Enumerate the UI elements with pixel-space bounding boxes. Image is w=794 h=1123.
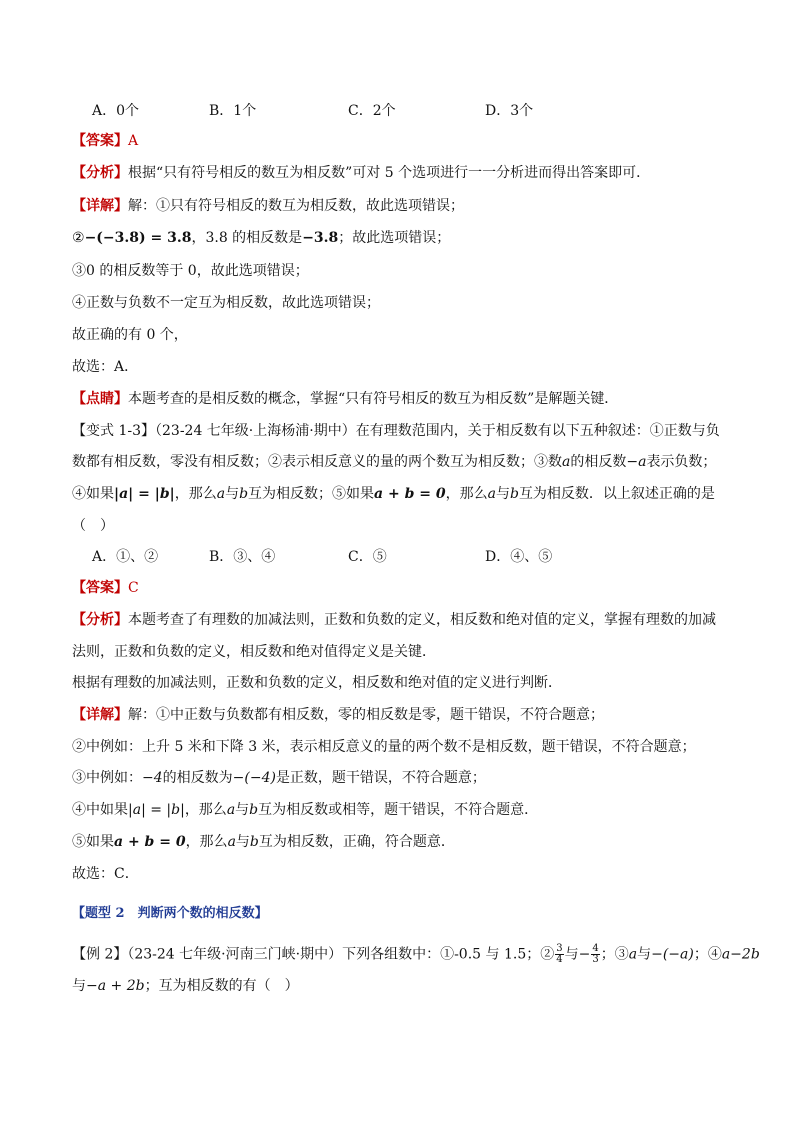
var-b: b — [509, 486, 519, 502]
answer-tag: 【答案】 — [72, 580, 128, 596]
variant-text-2a: 数都有相反数，零没有相反数；②表示相反意义的量的两个数互为相反数；③数 — [72, 454, 562, 470]
frac-num: 3 — [556, 943, 563, 954]
fraction-four-thirds — [591, 944, 599, 965]
variant-final: 故选：C． — [72, 866, 139, 882]
detail-3b: 的相反数为 — [162, 770, 233, 786]
variant-text-3c: 与 — [225, 486, 240, 502]
variant-paren: （ ） — [72, 518, 114, 534]
detail-text-2-end: ；故此选项错误； — [338, 230, 451, 246]
analysis-line — [72, 163, 732, 183]
variant-text-3f: 互为相反数．以上叙述正确的是 — [518, 486, 715, 502]
detail-line-5: 故正确的有 0 个， — [72, 327, 188, 343]
detail-text-1: 解：①中正数与负数都有相反数，零的相反数是零，题干错误，不符合题意； — [128, 707, 604, 723]
item-marker: ② — [72, 230, 85, 246]
frac-num: 4 — [592, 943, 599, 954]
fraction-three-quarters — [555, 944, 563, 965]
example-mid: 与 — [564, 946, 579, 963]
expr-a-minus-2b: a−2b — [721, 946, 760, 963]
detail-5d: 互为相反数，正确，符合题意． — [258, 834, 455, 850]
option-b[interactable]: B．③、④ — [209, 549, 276, 565]
detail-tag: 【详解】 — [72, 707, 128, 723]
section-title — [72, 904, 732, 924]
var-b: b — [239, 486, 249, 502]
detail-tag: 【详解】 — [72, 198, 128, 214]
variant-text-3a: ④如果 — [72, 486, 114, 502]
var-a: a — [216, 486, 226, 502]
abs-eq: |a| = |b| — [128, 802, 185, 818]
detail-line-6: 故选：A． — [72, 359, 139, 375]
variant-line-3 — [72, 484, 732, 504]
example-text-4: ；④ — [693, 946, 722, 963]
detail-4b: ，那么 — [184, 802, 227, 818]
answer-value: C — [128, 580, 139, 596]
example-line-1 — [72, 943, 760, 965]
example-text-1: 下列各组数中：①-0.5 与 1.5；② — [342, 946, 555, 963]
detail-5a: ⑤如果 — [72, 834, 114, 850]
variant-analysis-line-2: 法则，正数和负数的定义，相反数和绝对值得定义是关键． — [72, 644, 436, 660]
variant-tag: 【变式 1-3】 — [72, 423, 155, 439]
detail-line-3: ③0 的相反数等于 0，故此选项错误； — [72, 263, 309, 279]
detail-4c: 与 — [235, 802, 250, 818]
variant-text-3b: ，那么 — [174, 486, 217, 502]
variant-detail-line-5 — [72, 832, 732, 852]
example-text-3: 与 — [637, 946, 652, 963]
variant-analysis-line-1 — [72, 610, 732, 630]
neg-a: −a — [626, 454, 647, 470]
detail-text-2: 3.8 的相反数是 — [205, 230, 303, 246]
detail-3a: ③中例如： — [72, 770, 142, 786]
variant-text-3d: 互为相反数；⑤如果 — [248, 486, 375, 502]
separator: ， — [191, 230, 206, 246]
variant-text-3c: 与 — [495, 486, 510, 502]
analysis-tag: 【分析】 — [72, 165, 128, 181]
answer-tag: 【答案】 — [72, 133, 128, 149]
variant-answer-line — [72, 578, 732, 598]
variant-text-2b: 的相反数 — [570, 454, 627, 470]
option-d[interactable]: D．④、⑤ — [485, 549, 553, 565]
detail-4a: ④中如果 — [72, 802, 128, 818]
frac-den: 4 — [556, 954, 563, 965]
analysis-tag: 【分析】 — [72, 612, 128, 628]
neg-neg-four: −(−4) — [232, 770, 276, 786]
variant-detail-line-2: ②中例如：上升 5 米和下降 3 米，表示相反意义的量的两个数不是相反数，题干错误，不符合题意； — [72, 739, 696, 755]
example-text-6: ；互为相反数的有（ ） — [144, 978, 299, 994]
detail-4d: 互为相反数或相等，题干错误，不符合题意． — [258, 802, 539, 818]
variant-source: （23-24 七年级·上海杨浦·期中） — [155, 423, 356, 439]
option-b[interactable]: B．1个 — [209, 103, 257, 119]
var-b: b — [249, 802, 259, 818]
var-a: a — [487, 486, 496, 502]
comment-line — [72, 389, 732, 409]
variant-text-3e: ，那么 — [445, 486, 488, 502]
section-title-text: 【题型 2 判断两个数的相反数】 — [72, 906, 268, 921]
detail-text-1: 解：①只有符号相反的数互为相反数，故此选项错误； — [128, 198, 464, 214]
variant-detail-line-4 — [72, 800, 732, 820]
answer-value: A — [128, 133, 139, 149]
detail-5c: 与 — [235, 834, 250, 850]
example-line-2 — [72, 976, 732, 996]
neg-four: −4 — [142, 770, 163, 786]
abs-eq: |a| = |b| — [114, 486, 175, 502]
example-source: （23-24 七年级·河南三门峡·期中） — [127, 946, 343, 963]
option-a[interactable]: A．0个 — [92, 103, 140, 119]
var-a: a — [227, 834, 236, 850]
sum-eq: a + b = 0 — [114, 834, 186, 850]
option-c[interactable]: C．2个 — [348, 103, 396, 119]
example-text-2: ；③ — [600, 946, 629, 963]
analysis-text: 根据“只有符号相反的数互为相反数”可对 5 个选项进行一一分析进而得出答案即可． — [128, 165, 651, 181]
neg-neg-a: −(−a) — [651, 946, 694, 963]
detail-line-4: ④正数与负数不一定互为相反数，故此选项错误； — [72, 295, 380, 311]
variant-text-1: 在有理数范围内，关于相反数有以下五种叙述：①正数与负 — [355, 423, 720, 439]
sum-eq: a + b = 0 — [374, 486, 446, 502]
comment-text: 本题考查的是相反数的概念，掌握“只有符号相反的数互为相反数”是解题关键． — [128, 391, 619, 407]
var-b: b — [249, 834, 259, 850]
neg-sign: − — [578, 946, 591, 963]
variant-line-2 — [72, 452, 732, 472]
detail-line-1 — [72, 196, 732, 216]
option-d[interactable]: D．3个 — [485, 103, 534, 119]
math-expr: −(−3.8) = 3.8 — [84, 230, 192, 246]
var-a: a — [628, 946, 638, 963]
variant-line-1 — [72, 421, 732, 441]
option-a[interactable]: A．①、② — [92, 549, 159, 565]
frac-den: 3 — [592, 954, 599, 965]
answer-line — [72, 131, 732, 151]
detail-line-2 — [72, 228, 732, 248]
variant-text-2c: 表示负数； — [646, 454, 717, 470]
comment-tag: 【点睛】 — [72, 391, 128, 407]
analysis-text-1: 本题考查了有理数的加减法则，正数和负数的定义，相反数和绝对值的定义，掌握有理数的加减 — [128, 612, 716, 628]
example-tag: 【例 2】 — [72, 946, 128, 963]
variant-detail-line-1 — [72, 705, 732, 725]
example-text-5: 与 — [72, 978, 86, 994]
variant-analysis-line-3: 根据有理数的加减法则，正数和负数的定义，相反数和绝对值的定义进行判断． — [72, 675, 562, 691]
detail-5b: ，那么 — [185, 834, 228, 850]
option-c[interactable]: C．⑤ — [348, 549, 387, 565]
expr-neg-a-plus-2b: −a + 2b — [86, 978, 145, 994]
math-neg: −3.8 — [302, 230, 339, 246]
variant-detail-line-3 — [72, 768, 732, 788]
detail-3c: 是正数，题干错误，不符合题意； — [275, 770, 486, 786]
var-a: a — [226, 802, 236, 818]
var-a: a — [562, 454, 571, 470]
